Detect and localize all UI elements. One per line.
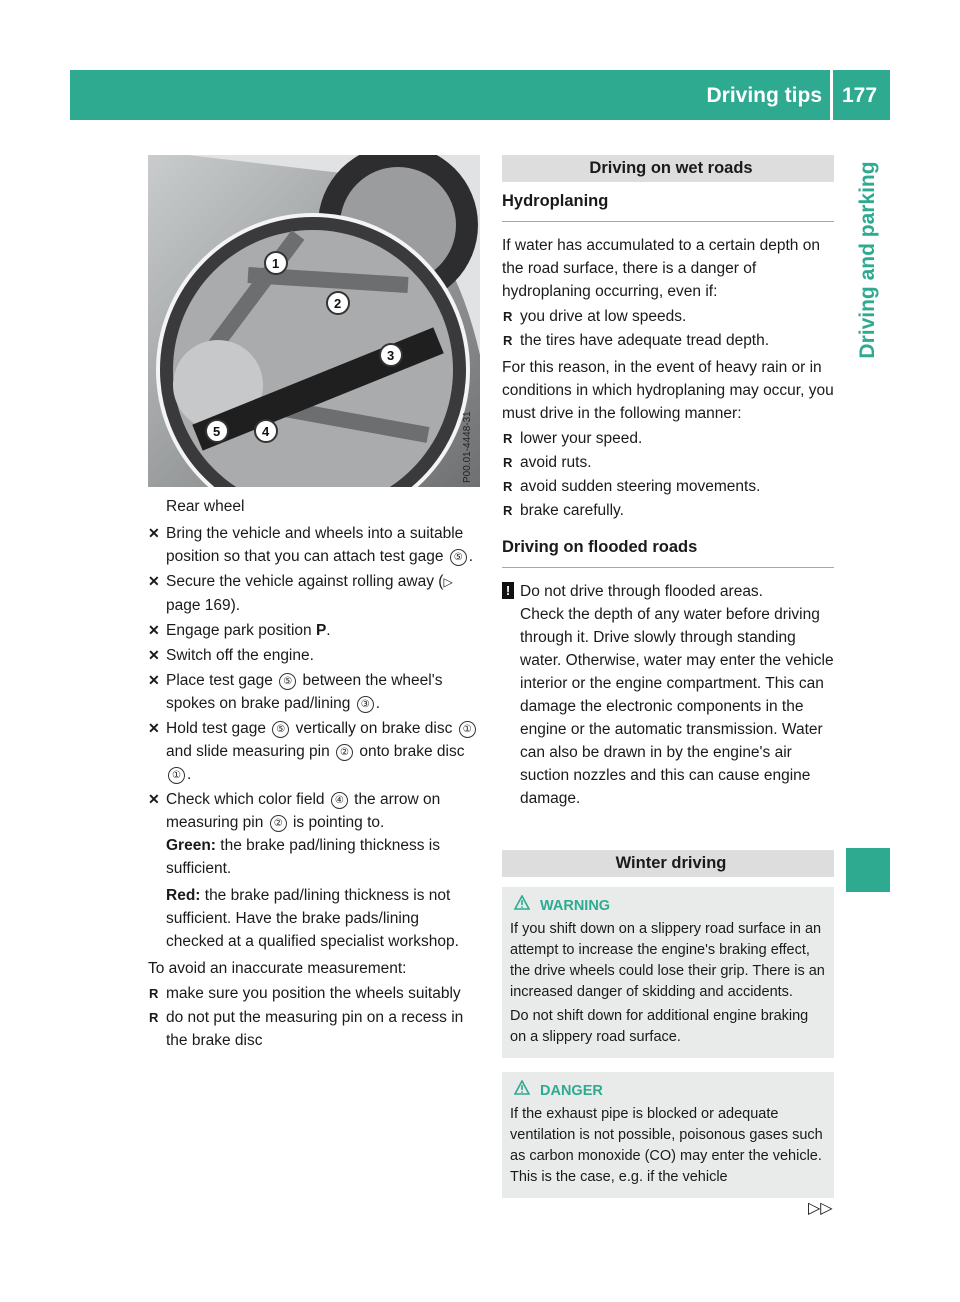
list-item: R the tires have adequate tread depth.	[502, 329, 834, 352]
bullet-icon: R	[503, 479, 513, 494]
callout-3-label: 3	[387, 348, 395, 363]
bullet-icon: R	[503, 333, 513, 348]
image-code: P00.01-4448-31	[462, 411, 473, 483]
warning-heading: WARNING	[514, 895, 826, 917]
callout-ref: ⑤	[279, 673, 296, 690]
bullet-icon: R	[503, 503, 513, 518]
section-title: Driving tips	[706, 84, 822, 107]
list-item: R make sure you position the wheels suitably	[148, 982, 480, 1005]
list-item: R you drive at low speeds.	[502, 305, 834, 328]
instruction-steps	[148, 522, 480, 953]
danger-text-1: If the exhaust pipe is blocked or adequate ventilation is not possible, poisonous gases such as carbon monoxide (CO) may enter the vehicle. This is the case, e.g. if the vehicle	[510, 1106, 823, 1185]
rear-wheel-photo	[148, 155, 480, 487]
side-tab-marker	[846, 848, 890, 892]
step-item: ✕ Bring the vehicle and wheels into a suitable position so that you can attach test gage ⑤ .	[148, 522, 480, 568]
callout-1-label: 1	[272, 256, 280, 271]
side-tab	[846, 150, 890, 370]
callout-2-label: 2	[334, 296, 342, 311]
step-arrow-icon: ✕	[148, 720, 160, 736]
step-arrow-icon: ✕	[148, 672, 160, 688]
warning-triangle-icon	[514, 895, 530, 910]
avoid-intro: To avoid an inaccurate measurement:	[148, 960, 407, 977]
list-item: R do not put the measuring pin on a recess in the brake disc	[148, 1006, 480, 1052]
callout-ref: ⑤	[450, 549, 467, 566]
heading-flooded-roads: Driving on flooded roads	[502, 528, 834, 568]
section-bar-wet-roads: Driving on wet roads	[502, 155, 834, 182]
left-column	[148, 155, 480, 1053]
bullet-icon: R	[149, 986, 159, 1001]
callout-ref: ②	[336, 744, 353, 761]
hydroplaning-reason: For this reason, in the event of heavy rain or in conditions in which hydroplaning may occur, you must drive in the following manner:	[502, 359, 834, 422]
callout-ref: ④	[331, 792, 348, 809]
warning-text-2: Do not shift down for additional engine braking on a slippery road surface.	[510, 1008, 809, 1045]
heading-hydroplaning: Hydroplaning	[502, 182, 834, 222]
section-bar-winter: Winter driving	[502, 850, 834, 877]
figure-caption: Rear wheel	[166, 498, 245, 515]
step-arrow-icon: ✕	[148, 622, 160, 638]
step-item: ✕ Hold test gage ⑤ vertically on brake disc ① and slide measuring pin ② onto brake disc ① .	[148, 717, 480, 786]
callout-ref: ②	[270, 815, 287, 832]
continue-icon: ▷▷	[808, 1200, 833, 1217]
list-item: R avoid ruts.	[502, 451, 834, 474]
wheel-illustration	[148, 155, 480, 487]
bullet-icon: R	[503, 431, 513, 446]
warning-text-1: If you shift down on a slippery road surface in an attempt to increase the engine's braking effect, the drive wheels could lose their grip. There is an increased danger of skidding and accidents.	[510, 921, 825, 1000]
right-column	[502, 155, 834, 1198]
step-arrow-icon: ✕	[148, 791, 160, 807]
header-divider	[830, 70, 833, 120]
callout-ref: ①	[168, 767, 185, 784]
callout-4-label: 4	[262, 424, 270, 439]
side-tab-label: Driving and parking	[856, 161, 879, 359]
warning-triangle-icon	[514, 1080, 530, 1095]
step-item: ✕ Check which color field ④ the arrow on measuring pin ② is pointing to. Green: the brake pad/lining thickness is sufficient. Red: the brake pad/lining thickness is not sufficient. Have the brake pads/lining checked at a qualified specialist workshop.	[148, 788, 480, 953]
list-item: R brake carefully.	[502, 499, 834, 522]
callout-ref: ⑤	[272, 721, 289, 738]
step-item: ✕ Secure the vehicle against rolling away (▷ page 169).	[148, 570, 480, 617]
page-ref-icon[interactable]: ▷	[443, 575, 453, 589]
page-header	[70, 70, 890, 120]
danger-box	[502, 1072, 834, 1198]
danger-heading: DANGER	[514, 1080, 826, 1102]
step-arrow-icon: ✕	[148, 525, 160, 541]
step-arrow-icon: ✕	[148, 647, 160, 663]
step-arrow-icon: ✕	[148, 573, 160, 589]
callout-ref: ①	[459, 721, 476, 738]
bullet-icon: R	[149, 1010, 159, 1025]
hydroplaning-intro: If water has accumulated to a certain depth on the road surface, there is a danger of hydroplaning occurring, even if:	[502, 237, 820, 300]
callout-5-label: 5	[213, 424, 221, 439]
bullet-icon: R	[503, 309, 513, 324]
list-item: R avoid sudden steering movements.	[502, 475, 834, 498]
list-item: R lower your speed.	[502, 427, 834, 450]
callout-ref: ③	[357, 696, 374, 713]
step-item: ✕ Switch off the engine.	[148, 644, 480, 667]
page-number: 177	[842, 84, 878, 107]
step-item: ✕ Engage park position P.	[148, 619, 480, 642]
flood-notice: ! Do not drive through flooded areas. Check the depth of any water before driving through it. Drive slowly through standing water. Otherwise, water may enter the vehicle interior or the engine compartment. This can damage the electronic components in the engine or the automatic transmission. Water can also be drawn in by the engine's air suction nozzles and this can cause engine damage.	[502, 580, 834, 810]
bullet-icon: R	[503, 455, 513, 470]
notice-icon: !	[502, 582, 514, 599]
warning-box	[502, 887, 834, 1058]
red-result: Red: the brake pad/lining thickness is not sufficient. Have the brake pads/lining checked at a qualified specialist workshop.	[166, 887, 459, 950]
green-result: Green: the brake pad/lining thickness is sufficient.	[166, 837, 440, 877]
step-item: ✕ Place test gage ⑤ between the wheel's spokes on brake pad/lining ③ .	[148, 669, 480, 715]
